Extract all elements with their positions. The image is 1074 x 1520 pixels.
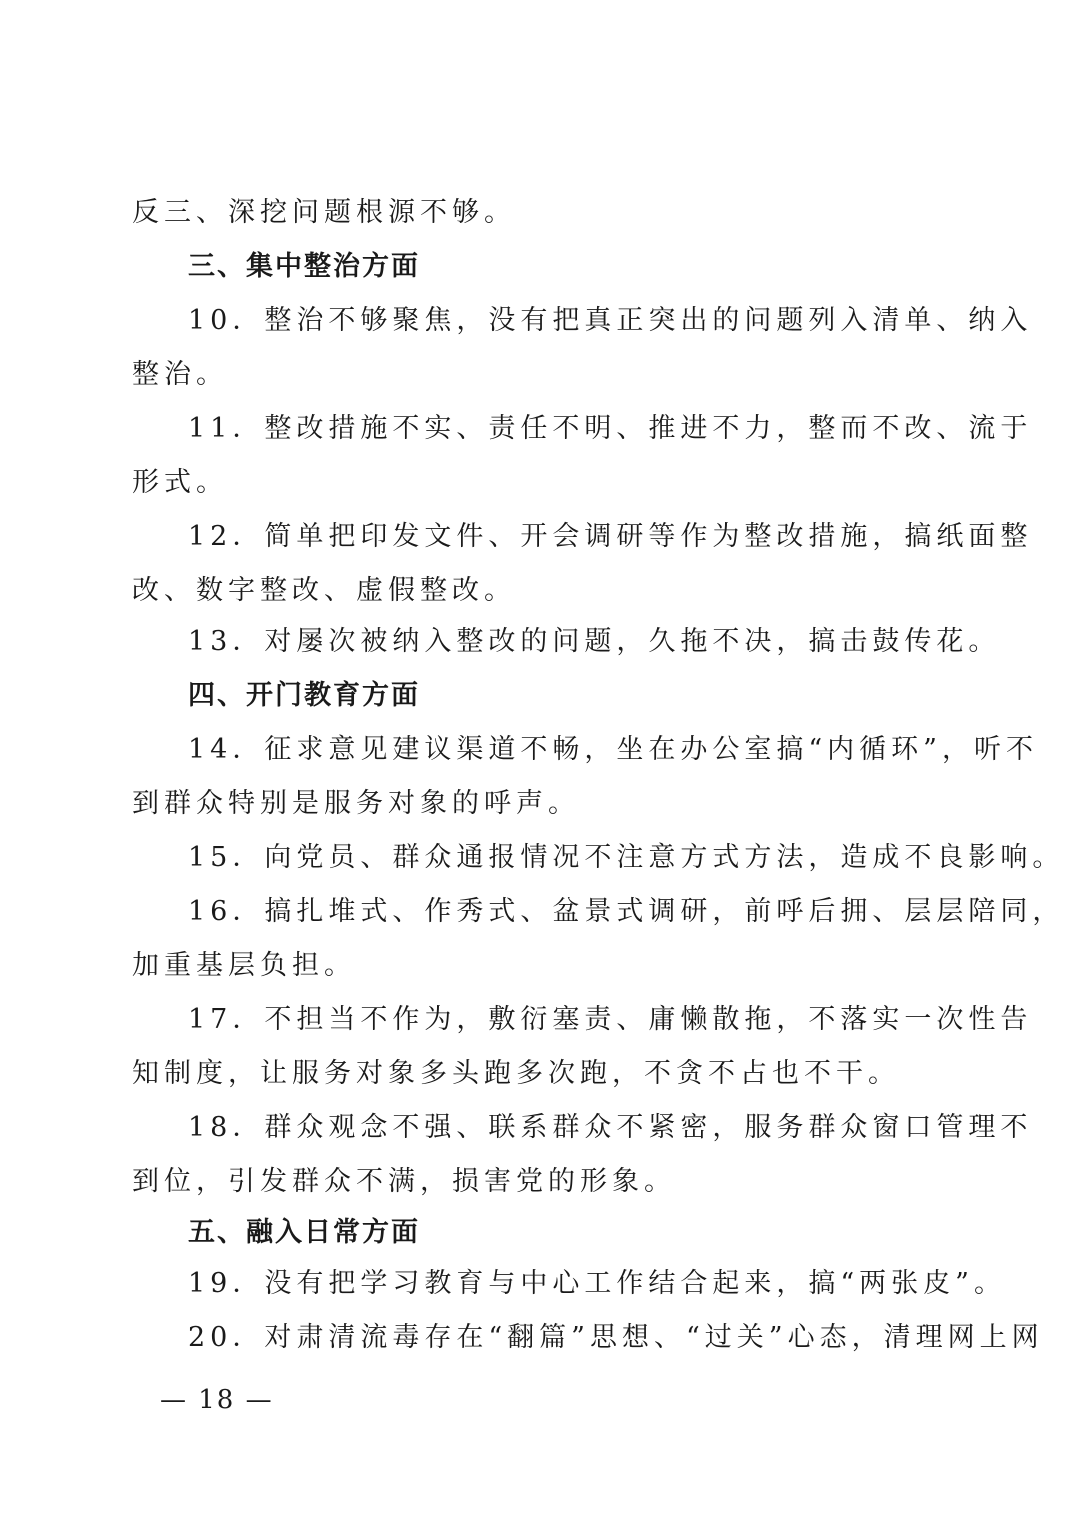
item-12-line-1: 12．简单把印发文件、开会调研等作为整改措施，搞纸面整: [188, 521, 1033, 552]
item-18-line-2: 到位，引发群众不满，损害党的形象。: [132, 1166, 676, 1197]
item-16-line-1: 16．搞扎堆式、作秀式、盆景式调研，前呼后拥、层层陪同，: [188, 896, 1065, 927]
item-10-line-2: 整治。: [132, 359, 228, 390]
item-17-line-2: 知制度，让服务对象多头跑多次跑，不贪不占也不干。: [132, 1058, 900, 1089]
section-heading-3: 三、集中整治方面: [188, 251, 420, 282]
item-11-line-2: 形式。: [132, 467, 228, 498]
item-11-line-1: 11．整改措施不实、责任不明、推进不力，整而不改、流于: [188, 413, 1033, 444]
paragraph-continuation: 反三、深挖问题根源不够。: [132, 197, 516, 228]
item-16-line-2: 加重基层负担。: [132, 950, 356, 981]
item-20-line-1: 20．对肃清流毒存在“翻篇”思想、“过关”心态，清理网上网: [188, 1322, 1044, 1353]
item-17-line-1: 17．不担当不作为，敷衍塞责、庸懒散拖，不落实一次性告: [188, 1004, 1033, 1035]
item-15-line-1: 15．向党员、群众通报情况不注意方式方法，造成不良影响。: [188, 842, 1065, 873]
item-19-line-1: 19．没有把学习教育与中心工作结合起来，搞“两张皮”。: [188, 1268, 1006, 1299]
item-10-line-1: 10．整治不够聚焦，没有把真正突出的问题列入清单、纳入: [188, 305, 1033, 336]
item-14-line-2: 到群众特别是服务对象的呼声。: [132, 788, 580, 819]
item-12-line-2: 改、数字整改、虚假整改。: [132, 575, 516, 606]
section-heading-4: 四、开门教育方面: [188, 680, 420, 711]
section-heading-5: 五、融入日常方面: [188, 1217, 420, 1248]
item-18-line-1: 18．群众观念不强、联系群众不紧密，服务群众窗口管理不: [188, 1112, 1033, 1143]
page-number: — 18 —: [160, 1385, 274, 1415]
item-14-line-1: 14．征求意见建议渠道不畅，坐在办公室搞“内循环”，听不: [188, 734, 1038, 765]
item-13-line-1: 13．对屡次被纳入整改的问题，久拖不决，搞击鼓传花。: [188, 626, 1001, 657]
